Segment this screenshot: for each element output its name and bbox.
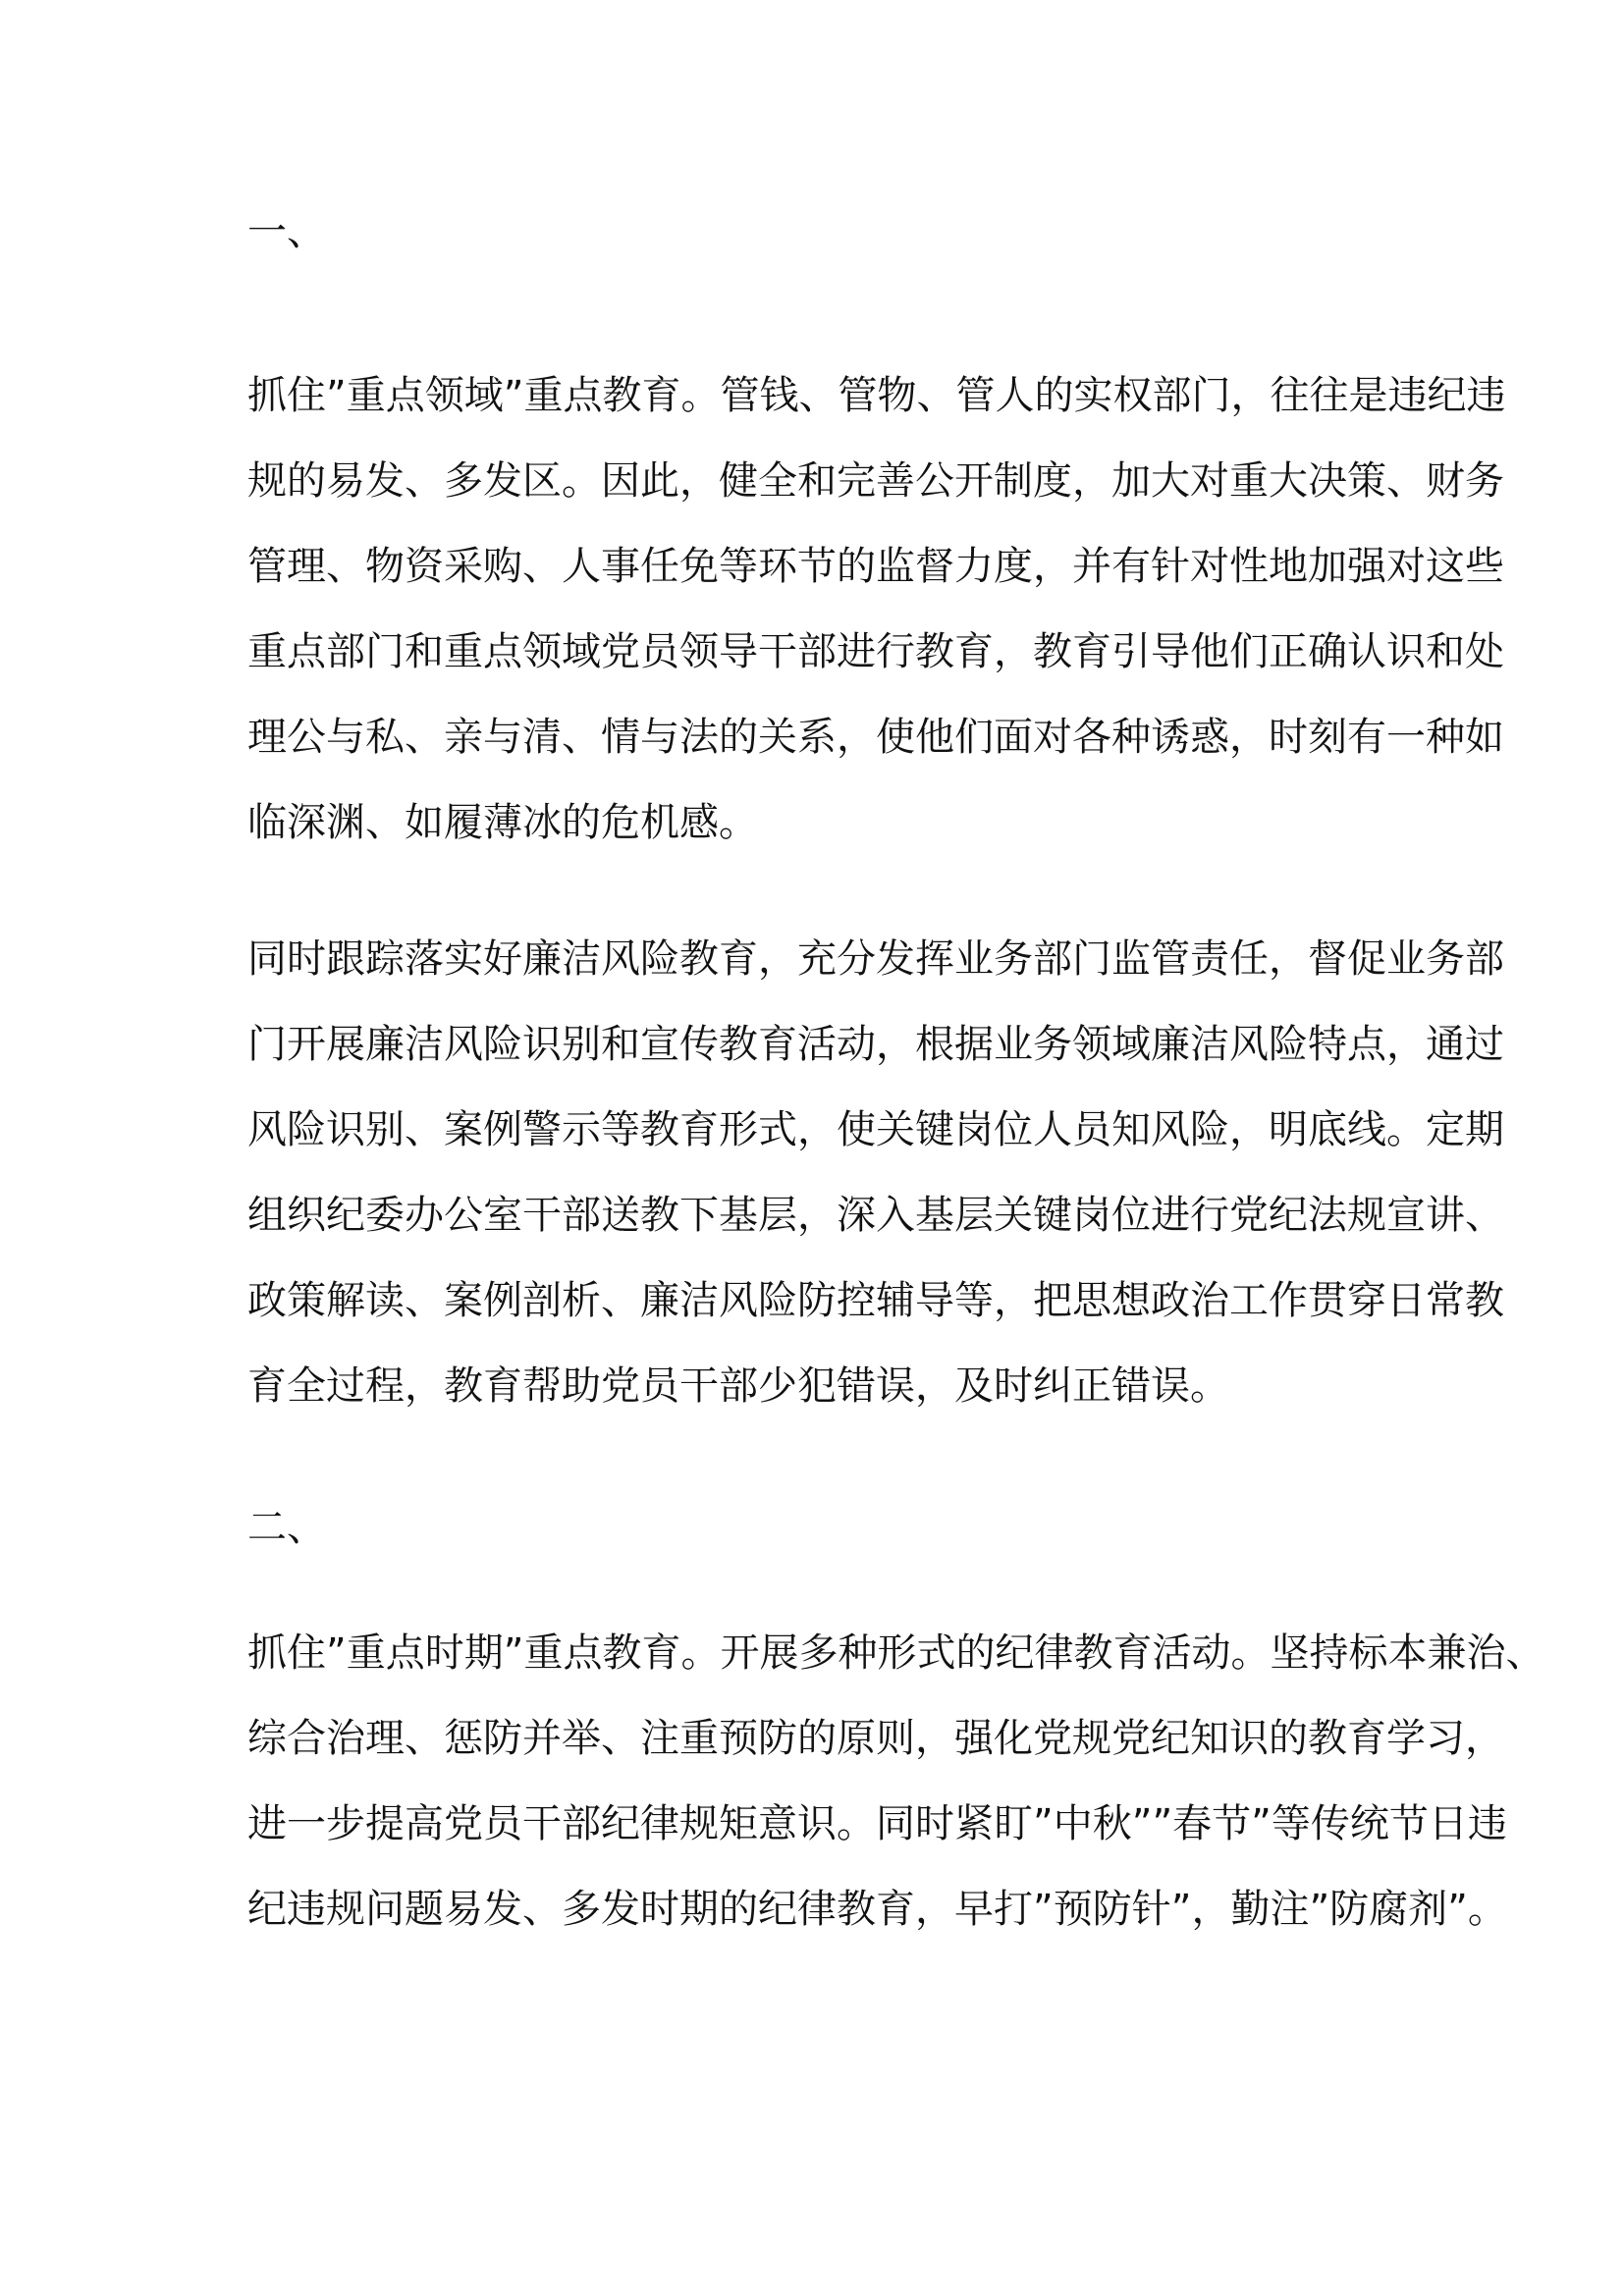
paragraph-line: 政策解读、案例剖析、廉洁风险防控辅导等，把思想政治工作贯穿日常教 — [247, 1278, 1504, 1323]
paragraph-1 — [247, 353, 1506, 866]
paragraph-3 — [247, 1611, 1545, 1952]
paragraph-line: 风险识别、案例警示等教育形式，使关键岗位人员知风险，明底线。定期 — [247, 1107, 1504, 1152]
section-heading-2 — [247, 1485, 1426, 1571]
paragraph-line: 组织纪委办公室干部送教下基层，深入基层关键岗位进行党纪法规宣讲、 — [247, 1193, 1504, 1238]
paragraph-line: 重点部门和重点领域党员领导干部进行教育，教育引导他们正确认识和处 — [247, 629, 1504, 674]
heading-text: 二、 — [247, 1505, 326, 1550]
section-heading-1 — [247, 189, 1426, 275]
paragraph-line: 纪违规问题易发、多发时期的纪律教育，早打”预防针”，勤注”防腐剂”。 — [247, 1887, 1507, 1932]
paragraph-line: 抓住”重点领域”重点教育。管钱、管物、管人的实权部门，往往是违纪违 — [247, 373, 1506, 418]
paragraph-line: 临深渊、如履薄冰的危机感。 — [247, 800, 758, 845]
paragraph-2 — [247, 917, 1504, 1429]
paragraph-line: 规的易发、多发区。因此，健全和完善公开制度，加大对重大决策、财务 — [247, 458, 1504, 504]
paragraph-line: 进一步提高党员干部纪律规矩意识。同时紧盯”中秋””春节”等传统节日违 — [247, 1801, 1507, 1846]
paragraph-line: 抓住”重点时期”重点教育。开展多种形式的纪律教育活动。坚持标本兼治、 — [247, 1630, 1545, 1676]
paragraph-line: 管理、物资采购、人事任免等环节的监督力度，并有针对性地加强对这些 — [247, 544, 1504, 589]
paragraph-line: 理公与私、亲与清、情与法的关系，使他们面对各种诱惑，时刻有一种如 — [247, 715, 1504, 760]
paragraph-line: 育全过程，教育帮助党员干部少犯错误，及时纠正错误。 — [247, 1363, 1229, 1409]
paragraph-line: 综合治理、惩防并举、注重预防的原则，强化党规党纪知识的教育学习， — [247, 1716, 1504, 1761]
paragraph-line: 同时跟踪落实好廉洁风险教育，充分发挥业务部门监管责任，督促业务部 — [247, 936, 1504, 982]
paragraph-line: 门开展廉洁风险识别和宣传教育活动，根据业务领域廉洁风险特点，通过 — [247, 1022, 1504, 1067]
heading-text: 一、 — [247, 209, 326, 254]
